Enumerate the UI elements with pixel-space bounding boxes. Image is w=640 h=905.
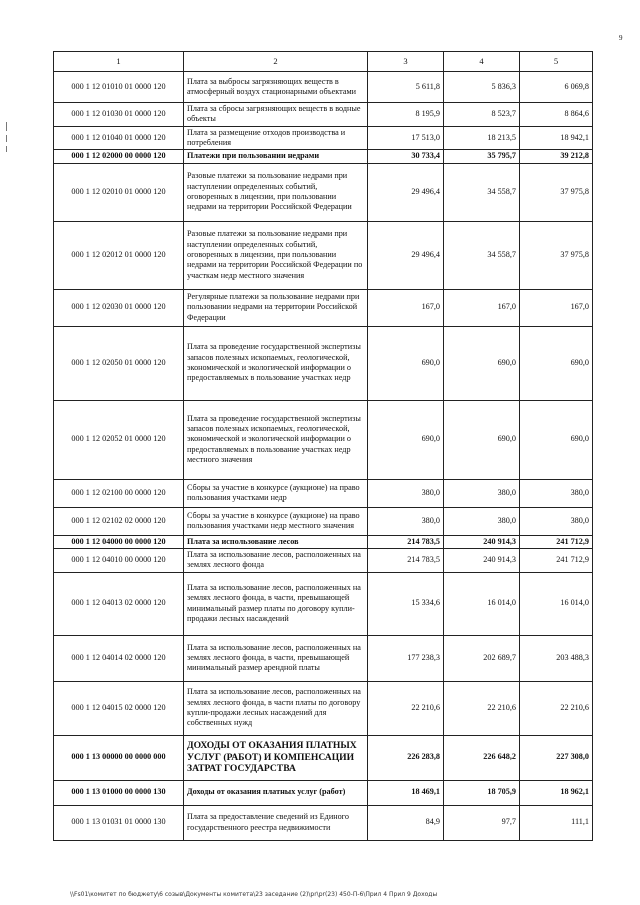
code-cell: 000 1 12 02030 01 0000 120 (54, 289, 184, 326)
value-cell-3: 690,0 (368, 326, 444, 400)
binding-marks (6, 122, 8, 156)
code-cell: 000 1 12 04013 02 0000 120 (54, 572, 184, 635)
value-cell-5: 22 210,6 (520, 681, 593, 735)
name-cell: Доходы от оказания платных услуг (работ) (184, 780, 368, 805)
table-row (54, 535, 593, 548)
code-cell: 000 1 12 02100 00 0000 120 (54, 479, 184, 507)
code-cell: 000 1 12 02010 01 0000 120 (54, 163, 184, 221)
value-cell-5: 37 975,8 (520, 221, 593, 289)
code-cell: 000 1 12 02052 01 0000 120 (54, 400, 184, 479)
table-row (54, 780, 593, 805)
table-header-row (54, 52, 593, 72)
name-cell: Плата за использование лесов (184, 535, 368, 548)
value-cell-4: 380,0 (444, 507, 520, 535)
value-cell-3: 15 334,6 (368, 572, 444, 635)
code-cell: 000 1 12 02000 00 0000 120 (54, 150, 184, 163)
name-cell: Плата за размещение отходов производства и потребления (184, 126, 368, 150)
code-cell: 000 1 12 04000 00 0000 120 (54, 535, 184, 548)
name-cell: Плата за выбросы загрязняющих веществ в атмосферный воздух стационарными объектами (184, 72, 368, 103)
table-row (54, 507, 593, 535)
table-row (54, 479, 593, 507)
value-cell-3: 84,9 (368, 805, 444, 840)
name-cell: Плата за использование лесов, расположенных на землях лесного фонда, в части, превышающей минимальный размер платы по договору купли-продажи лесных насаждений (184, 572, 368, 635)
table-row (54, 103, 593, 127)
code-cell: 000 1 13 01031 01 0000 130 (54, 805, 184, 840)
value-cell-4: 8 523,7 (444, 103, 520, 127)
page-number: 9 (619, 34, 623, 42)
code-cell: 000 1 12 04015 02 0000 120 (54, 681, 184, 735)
value-cell-3: 226 283,8 (368, 735, 444, 780)
value-cell-3: 214 783,5 (368, 535, 444, 548)
value-cell-5: 18 942,1 (520, 126, 593, 150)
name-cell: Плата за использование лесов, расположенных на землях лесного фонда, в части платы по договору купли-продажи лесных насаждений для собственных нужд (184, 681, 368, 735)
file-path-footer: \\Fs01\комитет по бюджету\6 созыв\Документы комитета\23 заседание (2)\pr\pr(23) 450-П-6\Прил 4 Прил 9 Доходы (70, 891, 438, 898)
value-cell-4: 5 836,3 (444, 72, 520, 103)
value-cell-5: 167,0 (520, 289, 593, 326)
value-cell-5: 16 014,0 (520, 572, 593, 635)
header-cell: 2 (184, 52, 368, 72)
table-row (54, 548, 593, 572)
code-cell: 000 1 12 01030 01 0000 120 (54, 103, 184, 127)
code-cell: 000 1 12 01040 01 0000 120 (54, 126, 184, 150)
name-cell: Плата за сбросы загрязняющих веществ в водные объекты (184, 103, 368, 127)
value-cell-3: 8 195,9 (368, 103, 444, 127)
value-cell-3: 29 496,4 (368, 163, 444, 221)
value-cell-3: 214 783,5 (368, 548, 444, 572)
table-row (54, 289, 593, 326)
value-cell-4: 34 558,7 (444, 163, 520, 221)
value-cell-5: 37 975,8 (520, 163, 593, 221)
table-row (54, 681, 593, 735)
code-cell: 000 1 13 00000 00 0000 000 (54, 735, 184, 780)
value-cell-5: 39 212,8 (520, 150, 593, 163)
value-cell-4: 16 014,0 (444, 572, 520, 635)
value-cell-5: 111,1 (520, 805, 593, 840)
revenue-table (53, 51, 593, 841)
name-cell: Сборы за участие в конкурсе (аукционе) на право пользования участками недр местного значения (184, 507, 368, 535)
value-cell-5: 380,0 (520, 507, 593, 535)
table-row (54, 72, 593, 103)
value-cell-3: 167,0 (368, 289, 444, 326)
code-cell: 000 1 12 02012 01 0000 120 (54, 221, 184, 289)
header-cell: 4 (444, 52, 520, 72)
value-cell-5: 690,0 (520, 400, 593, 479)
code-cell: 000 1 12 01010 01 0000 120 (54, 72, 184, 103)
value-cell-3: 17 513,0 (368, 126, 444, 150)
code-cell: 000 1 12 02050 01 0000 120 (54, 326, 184, 400)
name-cell: Плата за проведение государственной экспертизы запасов полезных ископаемых, геологической, экономической и экологической информации о предоставляемых в пользование участках недр местного значения (184, 400, 368, 479)
table-row (54, 400, 593, 479)
value-cell-5: 6 069,8 (520, 72, 593, 103)
header-cell: 1 (54, 52, 184, 72)
value-cell-5: 227 308,0 (520, 735, 593, 780)
value-cell-5: 241 712,9 (520, 535, 593, 548)
name-cell: Плата за использование лесов, расположенных на землях лесного фонда, в части, превышающей минимальный размер арендной платы (184, 635, 368, 681)
table-row (54, 326, 593, 400)
value-cell-4: 202 689,7 (444, 635, 520, 681)
value-cell-3: 380,0 (368, 507, 444, 535)
value-cell-4: 690,0 (444, 400, 520, 479)
value-cell-3: 30 733,4 (368, 150, 444, 163)
value-cell-5: 18 962,1 (520, 780, 593, 805)
name-cell: Сборы за участие в конкурсе (аукционе) на право пользования участками недр (184, 479, 368, 507)
table-row (54, 126, 593, 150)
value-cell-3: 690,0 (368, 400, 444, 479)
value-cell-4: 380,0 (444, 479, 520, 507)
value-cell-4: 240 914,3 (444, 535, 520, 548)
value-cell-3: 177 238,3 (368, 635, 444, 681)
header-cell: 5 (520, 52, 593, 72)
table-row (54, 572, 593, 635)
value-cell-4: 22 210,6 (444, 681, 520, 735)
value-cell-4: 18 705,9 (444, 780, 520, 805)
value-cell-4: 35 795,7 (444, 150, 520, 163)
table-row (54, 150, 593, 163)
code-cell: 000 1 13 01000 00 0000 130 (54, 780, 184, 805)
name-cell: Регулярные платежи за пользование недрами при пользовании недрами на территории Российской Федерации (184, 289, 368, 326)
value-cell-5: 690,0 (520, 326, 593, 400)
name-cell: Плата за использование лесов, расположенных на землях лесного фонда (184, 548, 368, 572)
name-cell: Разовые платежи за пользование недрами при наступлении определенных событий, оговоренных в лицензии, при пользовании недрами на территории Российской Федерации (184, 163, 368, 221)
value-cell-4: 690,0 (444, 326, 520, 400)
name-cell: Плата за проведение государственной экспертизы запасов полезных ископаемых, геологической, экономической и экологической информации о предоставляемых в пользование участках недр (184, 326, 368, 400)
value-cell-3: 22 210,6 (368, 681, 444, 735)
table-row (54, 635, 593, 681)
value-cell-4: 167,0 (444, 289, 520, 326)
name-cell: Платежи при пользовании недрами (184, 150, 368, 163)
table-row (54, 735, 593, 780)
value-cell-5: 380,0 (520, 479, 593, 507)
value-cell-5: 8 864,6 (520, 103, 593, 127)
value-cell-5: 203 488,3 (520, 635, 593, 681)
table-row (54, 805, 593, 840)
value-cell-3: 5 611,8 (368, 72, 444, 103)
code-cell: 000 1 12 04010 00 0000 120 (54, 548, 184, 572)
value-cell-4: 18 213,5 (444, 126, 520, 150)
value-cell-4: 34 558,7 (444, 221, 520, 289)
value-cell-4: 97,7 (444, 805, 520, 840)
code-cell: 000 1 12 04014 02 0000 120 (54, 635, 184, 681)
value-cell-4: 226 648,2 (444, 735, 520, 780)
table-row (54, 163, 593, 221)
value-cell-4: 240 914,3 (444, 548, 520, 572)
value-cell-5: 241 712,9 (520, 548, 593, 572)
code-cell: 000 1 12 02102 02 0000 120 (54, 507, 184, 535)
name-cell: Разовые платежи за пользование недрами при наступлении определенных событий, оговоренных в лицензии, при пользовании недрами на территории Российской Федерации по участкам недр местного значения (184, 221, 368, 289)
value-cell-3: 29 496,4 (368, 221, 444, 289)
name-cell: ДОХОДЫ ОТ ОКАЗАНИЯ ПЛАТНЫХ УСЛУГ (РАБОТ) И КОМПЕНСАЦИИ ЗАТРАТ ГОСУДАРСТВА (184, 735, 368, 780)
value-cell-3: 380,0 (368, 479, 444, 507)
table-row (54, 221, 593, 289)
value-cell-3: 18 469,1 (368, 780, 444, 805)
header-cell: 3 (368, 52, 444, 72)
name-cell: Плата за предоставление сведений из Единого государственного реестра недвижимости (184, 805, 368, 840)
